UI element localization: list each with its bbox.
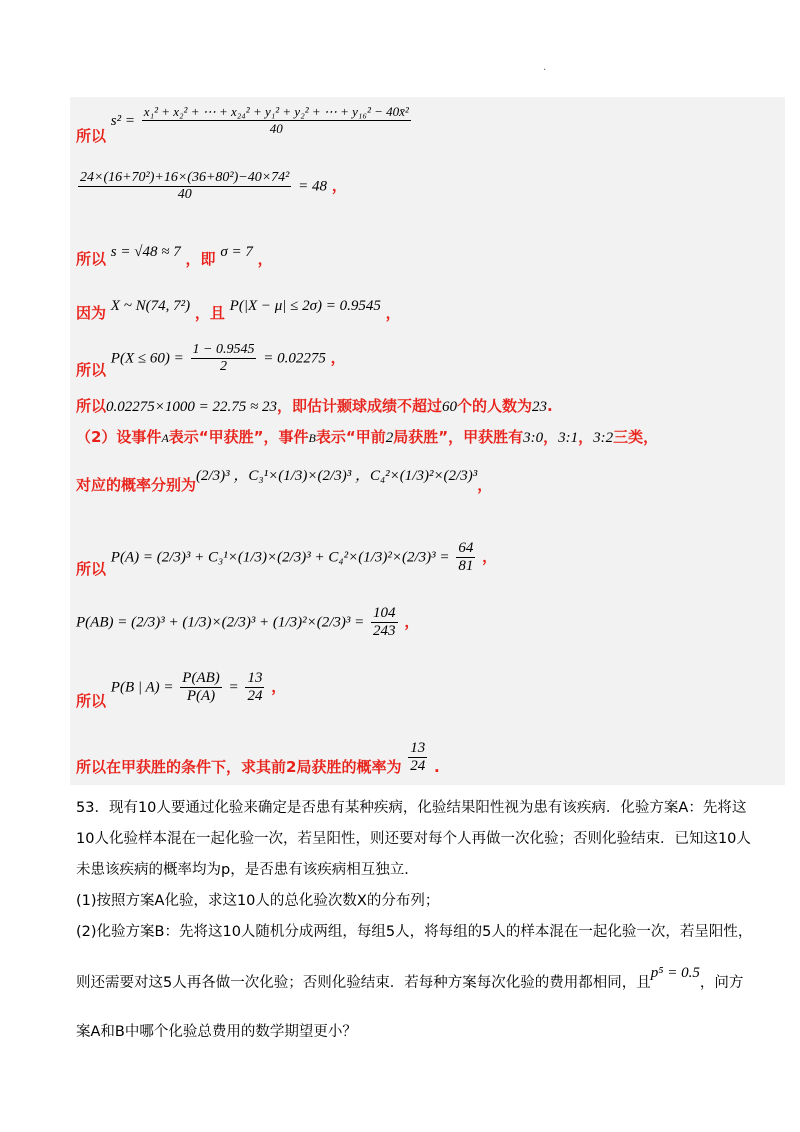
denominator: 24 bbox=[247, 688, 263, 704]
problem-line-4: (1)按照方案A化验，求这10人的总化验次数X的分布列； bbox=[76, 893, 440, 909]
formula: = 0.02275 bbox=[263, 350, 326, 367]
punctuation: ， bbox=[404, 612, 420, 631]
numerator: 1 − 0.9545 bbox=[192, 342, 255, 357]
solution-line-9 bbox=[76, 540, 498, 578]
formula: = bbox=[228, 679, 239, 696]
punctuation: ， bbox=[385, 304, 401, 322]
formula: 2 bbox=[385, 430, 394, 446]
denominator: 81 bbox=[458, 558, 474, 574]
formula: P(|X − μ| ≤ 2σ) = 0.9545 bbox=[229, 298, 381, 314]
punctuation: ， bbox=[271, 677, 287, 696]
numerator: 24×(16+70²)+16×(36+80²)−40×74² bbox=[80, 170, 290, 185]
formula: σ = 7 bbox=[220, 244, 253, 260]
solution-line-8 bbox=[76, 468, 493, 495]
numerator: 104 bbox=[373, 605, 396, 621]
solution-line-6 bbox=[76, 395, 553, 416]
prefix-text: 所以 bbox=[76, 360, 107, 379]
denominator: 40 bbox=[269, 121, 283, 136]
fraction bbox=[180, 670, 221, 705]
answer-text: 个的人数为 bbox=[457, 397, 533, 415]
prefix-text: 所以 bbox=[76, 250, 107, 268]
prefix-text: 所以 bbox=[76, 126, 107, 145]
punctuation: ， bbox=[482, 547, 498, 566]
problem-line-6 bbox=[76, 965, 744, 991]
problem-text: ，问方 bbox=[699, 975, 744, 991]
answer-text: ，即估计颞球成绩不超过 bbox=[277, 397, 443, 415]
problem-text: 则还需要对这5人再各做一次化验；否则化验结束．若每种方案每次化验的费用都相同，且 bbox=[76, 975, 651, 991]
punctuation: . bbox=[547, 397, 553, 415]
punctuation: ， bbox=[257, 250, 273, 268]
formula: p⁵ = 0.5 bbox=[650, 965, 700, 981]
formula: X ~ N(74, 7²) bbox=[110, 298, 191, 314]
part-text: （2）设事件 bbox=[76, 428, 162, 446]
solution-line-3 bbox=[76, 244, 273, 269]
prefix-text: 所以 bbox=[76, 559, 107, 578]
denominator: 243 bbox=[373, 623, 396, 639]
denominator: 2 bbox=[219, 359, 227, 374]
solution-line-11 bbox=[76, 670, 287, 710]
formula: 60 bbox=[442, 399, 458, 415]
fraction bbox=[142, 104, 411, 137]
part-text: 局获胜”，甲获胜有 bbox=[393, 428, 524, 446]
fraction bbox=[78, 170, 291, 203]
numerator: x₁² + x₂² + ⋯ + x₂₄² + y₁² + y₂² + ⋯ + y₁₆² − 40x̄² bbox=[143, 104, 409, 119]
formula: s = √48 ≈ 7 bbox=[110, 244, 181, 260]
formula: s² = bbox=[110, 112, 136, 129]
solution-line-12 bbox=[76, 740, 440, 775]
denominator: 24 bbox=[410, 758, 426, 774]
formula: 23 bbox=[532, 399, 548, 415]
punctuation: ， bbox=[477, 476, 493, 494]
numerator: 13 bbox=[410, 740, 426, 756]
solution-line-1 bbox=[76, 104, 413, 145]
part-text: 三类， bbox=[613, 428, 659, 446]
formula: A bbox=[161, 431, 169, 445]
prefix-text: 所以 bbox=[76, 397, 107, 415]
punctuation: ， bbox=[543, 428, 559, 446]
formula: P(B | A) = bbox=[110, 679, 174, 696]
numerator: P(AB) bbox=[182, 670, 220, 686]
solution-line-7 bbox=[76, 426, 658, 447]
solution-line-2 bbox=[76, 170, 347, 203]
problem-line-3: 未患该疾病的概率均为p，是否患有该疾病相互独立． bbox=[76, 862, 419, 878]
problem-line-2: 10人化验样本混在一起化验一次，若呈阳性，则还要对每个人再做一次化验；否则化验结束．已知这10人 bbox=[76, 831, 751, 847]
fraction bbox=[408, 740, 427, 775]
conclusion-text: 所以在甲获胜的条件下，求其前2局获胜的概率为 bbox=[76, 757, 402, 776]
formula: = 48 bbox=[298, 178, 328, 195]
solution-line-10 bbox=[76, 605, 419, 640]
fraction bbox=[371, 605, 398, 640]
connector-text: ，且 bbox=[194, 304, 225, 322]
prefix-text: 所以 bbox=[76, 691, 107, 710]
solution-line-5 bbox=[76, 342, 346, 379]
prefix-text: 因为 bbox=[76, 304, 107, 322]
formula: (2/3)³ ，C₃¹×(1/3)×(2/3)³ ，C₄²×(1/3)²×(2/3)³ bbox=[196, 468, 478, 484]
punctuation: ， bbox=[330, 348, 346, 367]
formula: B bbox=[308, 431, 316, 445]
solution-line-4 bbox=[76, 298, 401, 323]
fraction bbox=[245, 670, 264, 705]
fraction bbox=[191, 342, 257, 375]
connector-text: ，即 bbox=[185, 250, 216, 268]
denominator: 40 bbox=[177, 187, 192, 202]
problem-line-7: 案A和B中哪个化验总费用的数学期望更小？ bbox=[76, 1024, 357, 1040]
part-text: 表示“甲前 bbox=[315, 428, 386, 446]
part-text: 表示“甲获胜”，事件 bbox=[168, 428, 309, 446]
punctuation: ， bbox=[578, 428, 594, 446]
formula: 3:2 bbox=[593, 430, 614, 446]
problem-line-5: (2)化验方案B：先将这10人随机分成两组，每组5人，将每组的5人的样本混在一起化验一次，若呈阳性， bbox=[76, 924, 753, 940]
formula: P(AB) = (2/3)³ + (1/3)×(2/3)³ + (1/3)²×(2/3)³ = bbox=[76, 614, 365, 631]
prefix-text: 对应的概率分别为 bbox=[76, 476, 197, 494]
formula: P(A) = (2/3)³ + C₃¹×(1/3)×(2/3)³ + C₄²×(1/3)²×(2/3)³ = bbox=[110, 549, 450, 566]
fraction bbox=[456, 540, 475, 575]
formula: P(X ≤ 60) = bbox=[110, 350, 184, 367]
numerator: 13 bbox=[247, 670, 263, 686]
punctuation: . bbox=[434, 757, 440, 776]
formula: 3:0 bbox=[523, 430, 544, 446]
formula: 0.02275×1000 = 22.75 ≈ 23 bbox=[106, 399, 277, 415]
problem-line-1: 53．现有10人要通过化验来确定是否患有某种疾病，化验结果阳性视为患有该疾病．化验方案A：先将这 bbox=[76, 800, 747, 816]
denominator: P(A) bbox=[186, 688, 216, 704]
numerator: 64 bbox=[458, 540, 474, 556]
punctuation: ， bbox=[331, 176, 347, 195]
formula: 3:1 bbox=[558, 430, 579, 446]
page-mark: . bbox=[543, 62, 547, 73]
